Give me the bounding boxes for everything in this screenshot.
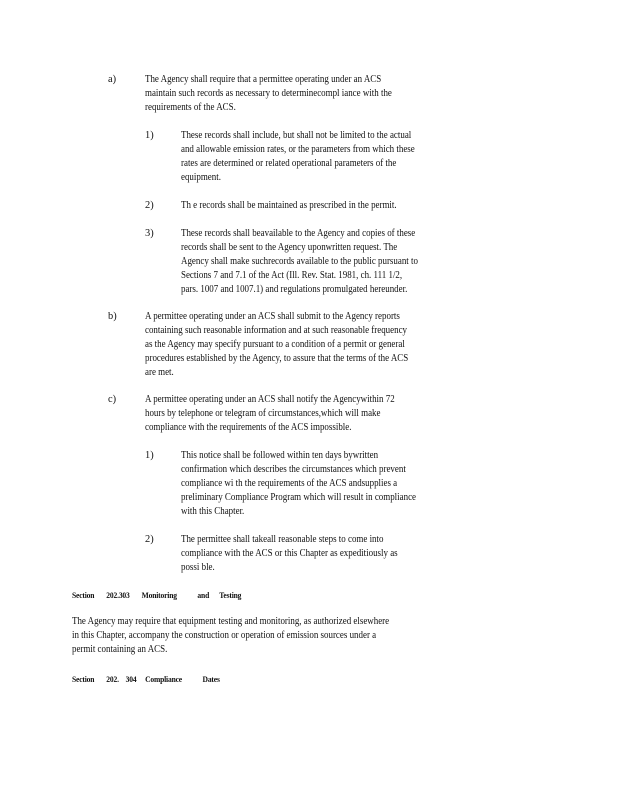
text-line: confirmation which describes the circumstances which prevent [181, 464, 406, 475]
item-a-text [145, 73, 489, 115]
text-line: maintain such records as necessary to determinecompl iance with the [145, 88, 392, 99]
item-c1-text [181, 449, 491, 519]
text-line: This notice shall be followed within ten days bywritten [181, 450, 379, 461]
text-line: A permittee operating under an ACS shall notify the Agencywithin 72 [145, 394, 395, 405]
text-line: and allowable emission rates, or the parameters from which these [181, 144, 415, 155]
item-c2-label: 2) [145, 534, 154, 545]
text-line: containing such reasonable information and at such reasonable frequency [145, 325, 408, 336]
text-line: The permittee shall takeall reasonable steps to come into [181, 534, 384, 545]
text-line: Sections 7 and 7.1 of the Act (Ill. Rev. Stat. 1981, ch. 111 1/2, [181, 270, 403, 281]
text-line: possi ble. [181, 562, 215, 573]
text-line: preliminary Compliance Program which will result in compliance [181, 492, 417, 503]
item-b-label: b) [108, 311, 117, 322]
item-c2-text [181, 533, 491, 575]
text-line: permit containing an ACS. [72, 644, 168, 655]
text-line: hours by telephone or telegram of circumstances,which will make [145, 408, 381, 419]
text-line: These records shall beavailable to the Agency and copies of these [181, 228, 416, 239]
text-line: procedures established by the Agency, to assure that the terms of the ACS [145, 353, 409, 364]
text-line: Agency shall make suchrecords available to the public pursuant to [181, 256, 418, 267]
item-a1-label: 1) [145, 130, 154, 141]
section-heading-304: Section 202. 304 Compliance Dates [72, 674, 220, 684]
text-line: rates are determined or related operational parameters of the [181, 158, 397, 169]
item-c-text [145, 393, 489, 435]
text-line: equipment. [181, 172, 221, 183]
section-303-body [72, 615, 485, 657]
item-c1-label: 1) [145, 450, 154, 461]
text-line: records shall be sent to the Agency uponwritten request. The [181, 242, 398, 253]
text-line: These records shall include, but shall not be limited to the actual [181, 130, 412, 141]
text-line: requirements of the ACS. [145, 102, 236, 113]
text-line: are met. [145, 367, 174, 378]
text-line: pars. 1007 and 1007.1) and regulations promulgated hereunder. [181, 284, 408, 295]
section-heading-303: Section 202.303 Monitoring and Testing [72, 590, 242, 600]
text-line: as the Agency may specify pursuant to a condition of a permit or general [145, 339, 405, 350]
text-line: compliance with the ACS or this Chapter as expeditiously as [181, 548, 398, 559]
item-a3-label: 3) [145, 228, 154, 239]
text-line: with this Chapter. [181, 506, 245, 517]
text-line: compliance with the requirements of the ACS impossible. [145, 422, 352, 433]
text-line: in this Chapter, accompany the construction or operation of emission sources under a [72, 630, 377, 641]
text-line: Th e records shall be maintained as prescribed in the permit. [181, 200, 397, 211]
item-a-label: a) [108, 74, 117, 85]
item-a3-text [181, 227, 491, 297]
text-line: The Agency shall require that a permittee operating under an ACS [145, 74, 382, 85]
text-line: compliance wi th the requirements of the ACS andsupplies a [181, 478, 398, 489]
text-line: The Agency may require that equipment testing and monitoring, as authorized elsewhere [72, 616, 390, 627]
item-c-label: c) [108, 394, 117, 405]
text-line: A permittee operating under an ACS shall submit to the Agency reports [145, 311, 400, 322]
item-a2-text [181, 199, 491, 213]
item-a2-label: 2) [145, 200, 154, 211]
item-b-text [145, 310, 498, 380]
item-a1-text [181, 129, 491, 185]
